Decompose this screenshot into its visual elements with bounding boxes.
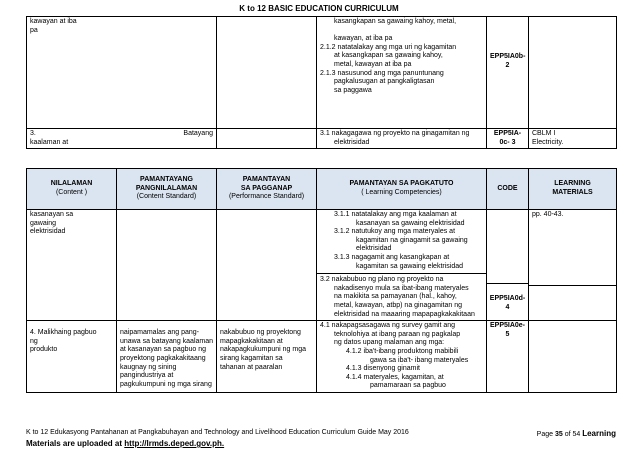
cell-line: 4.1.4 materyales, kagamitan, at: [346, 373, 444, 381]
cell-line: at kasangkapan sa gawaing kahoy,: [334, 52, 443, 60]
page-num: 35: [554, 431, 563, 438]
cell-line: metal, kawayan, atbp) na ginagamitan ng: [334, 301, 463, 309]
cell-line: metal, kawayan at iba pa: [334, 60, 412, 68]
row-divider: [317, 273, 486, 274]
header-title: CODE: [497, 184, 518, 192]
cell-line: produkto: [30, 346, 58, 354]
header-sub: (Content Standard): [136, 193, 197, 201]
header-competencies: [317, 169, 487, 210]
header-title: NILALAMAN: [50, 180, 93, 188]
page-title: K to 12 BASIC EDUCATION CURRICULUM: [239, 4, 399, 13]
cell-line: pamamaraan sa pagbuo: [370, 382, 446, 390]
cell-line: 4. Malikhaing pagbuo: [30, 329, 97, 337]
materials-text: Materials are uploaded at: [26, 439, 125, 448]
cell-line: unawa sa batayang kaalaman: [120, 337, 214, 345]
learning-text: Learning: [582, 429, 616, 438]
cell-line: elektrisidad: [334, 138, 370, 146]
code-line: 5: [505, 330, 510, 338]
cell-line: 2.1.2 natatalakay ang mga uri ng kagamitan: [320, 43, 457, 51]
cell-line: 3.2 nakabubuo ng plano ng proyekto na: [320, 276, 444, 284]
header-content: [27, 169, 117, 210]
competencies-cell: [317, 129, 487, 149]
header-title: PAMANTAYANG: [140, 176, 193, 184]
code-line: EPP5IA-: [493, 130, 522, 137]
footer-text: K to 12 Edukasyong Pantahanan at Pangkabuhayan and Technology and Livelihood Education Curriculum Guide May 2016: [26, 429, 409, 436]
table-row: [27, 129, 617, 149]
cell-line: kagamitan sa gawaing elektrisidad: [356, 262, 464, 270]
cell-line: Electricity.: [532, 138, 564, 146]
cell-line: nakabubuo ng proyektong: [220, 329, 301, 337]
header-materials: [529, 169, 617, 210]
cell-line: kawayan, at iba pa: [334, 35, 393, 43]
header-sub: ( Learning Competencies): [361, 189, 442, 196]
page-prefix: Page: [536, 431, 555, 438]
cell-line: elektrisidad: [356, 245, 392, 253]
cell-line: proyektong pagkakakitaang: [120, 354, 206, 362]
cell-line: pa: [30, 26, 38, 34]
materials-cell: [529, 17, 617, 129]
cell-line: ng datos upang malaman ang mga:: [334, 339, 445, 347]
header-title: LEARNING: [554, 180, 591, 188]
cell-line: pangindustriya at: [120, 372, 174, 380]
cell-line: elektrisidad: [30, 228, 66, 236]
footer-materials: [26, 439, 224, 448]
content-cell: [27, 321, 117, 393]
lrmds-link[interactable]: http://lrmds.deped.gov.ph.: [124, 439, 225, 448]
cell-line: nakadisenyo mula sa ibat-ibang materyales: [334, 284, 469, 292]
performance-standard-cell: [217, 17, 317, 129]
materials-cell: [529, 321, 617, 393]
table-row: [27, 321, 617, 393]
content-number: 3.: [30, 130, 36, 137]
cell-line: gawa sa iba't- ibang materyales: [370, 356, 469, 364]
table-row: [27, 17, 617, 129]
header-title: MATERIALS: [552, 189, 593, 196]
code-line: EPP5IA0b-: [490, 53, 526, 60]
cell-line: Batayang: [183, 130, 213, 137]
content-cell: [27, 210, 117, 321]
competencies-cell: [317, 321, 487, 393]
code-cell: [487, 321, 529, 393]
cell-line: mapagkakakitaan at: [220, 337, 283, 345]
cell-line: kaalaman at: [30, 138, 69, 146]
cell-line: kasangkapan sa gawaing kahoy, metal,: [334, 18, 457, 25]
cell-line: [320, 27, 483, 36]
code-line: 2: [505, 61, 510, 69]
header-content-standard: [117, 169, 217, 210]
page-number: [537, 429, 616, 438]
cell-line: CBLM I: [532, 130, 556, 137]
cell-line: kasanayan sa gawaing elektrisidad: [356, 219, 465, 227]
cell-line: tahanan at paaralan: [220, 363, 283, 371]
code-line: EPP5IA0e-: [490, 322, 526, 330]
cell-line: kaugnay ng sining: [120, 363, 177, 371]
cell-line: nakapagkukumpuni ng mga: [220, 346, 307, 354]
cell-line: sirang kagamitan sa: [220, 354, 283, 362]
cell-line: 4.1.3 disenyong ginamit: [346, 365, 420, 373]
competencies-cell: [317, 17, 487, 129]
cell-line: na makikita sa pamayanan (hal., kahoy,: [334, 293, 457, 301]
row-divider: [487, 283, 528, 284]
cell-line: teknolohiya at ibang paraan ng pagkalap: [334, 330, 461, 338]
code-cell: [487, 210, 529, 321]
materials-cell: [529, 210, 617, 321]
header-row: [27, 169, 617, 210]
content-standard-cell: [107, 129, 217, 149]
content-cell: [27, 17, 107, 129]
performance-standard-cell: [217, 210, 317, 321]
code-cell: [487, 17, 529, 129]
code-line: 0c- 3: [499, 138, 516, 146]
cell-line: 3.1.2 natutukoy ang mga materyales at: [334, 228, 456, 236]
performance-standard-cell: [217, 129, 317, 149]
header-code: [487, 169, 529, 210]
header-title: PAMANTAYAN: [242, 176, 291, 184]
cell-line: kawayan at iba: [30, 18, 77, 25]
header-title: PAMANTAYAN SA PAGKATUTO: [349, 180, 454, 188]
materials-cell: [529, 129, 617, 149]
competencies-cell: [317, 210, 487, 321]
cell-line: 3.1 nakagagawa ng proyekto na ginagamitan ng: [320, 130, 470, 137]
code-line: 4: [505, 303, 510, 311]
cell-line: 3.1.1 natatalakay ang mga kaalaman at: [334, 211, 457, 218]
cell-line: gawaing: [30, 219, 57, 227]
top-table: [26, 16, 617, 149]
cell-line: pagkalusugan at pangkaligtasan: [334, 78, 435, 86]
row-divider: [529, 285, 616, 286]
header-title: SA PAGGANAP: [240, 184, 293, 192]
cell-line: ng: [30, 337, 38, 345]
content-standard-cell: [107, 17, 217, 129]
cell-line: 3.1.3 nagagamit ang kasangkapan at: [334, 253, 450, 261]
code-cell: [487, 129, 529, 149]
header-title: PANGNILALAMAN: [135, 184, 198, 192]
main-table: [26, 168, 617, 393]
cell-line: 2.1.3 nasusunod ang mga panuntunang: [320, 69, 444, 77]
content-standard-cell: [117, 321, 217, 393]
content-standard-cell: [117, 210, 217, 321]
cell-line: sa paggawa: [334, 86, 372, 94]
cell-line: naipamamalas ang pang-: [120, 329, 199, 337]
cell-line: kasanayan sa: [30, 211, 74, 218]
code-line: EPP5IA0d-: [489, 295, 526, 302]
cell-line: kagamitan na ginagamit sa gawaing: [356, 236, 468, 244]
header-sub: (Content ): [55, 189, 88, 196]
performance-standard-cell: [217, 321, 317, 393]
cell-line: 4.1 nakapagsasagawa ng survey gamit ang: [320, 322, 456, 330]
cell-line: pp. 40-43.: [532, 211, 564, 218]
header-performance-standard: [217, 169, 317, 210]
cell-line: elektrisidad na maaaring mapapagkakakitaan: [334, 310, 475, 318]
header-sub: (Performance Standard): [228, 193, 305, 201]
cell-line: 4.1.2 iba't-ibang produktong mabibili: [346, 347, 459, 355]
cell-line: pagkukumpuni ng mga sirang: [120, 380, 212, 388]
table-row: [27, 210, 617, 321]
cell-line: at kasanayan sa pagbuo ng: [120, 346, 207, 354]
page-mid: of 54: [562, 431, 583, 438]
